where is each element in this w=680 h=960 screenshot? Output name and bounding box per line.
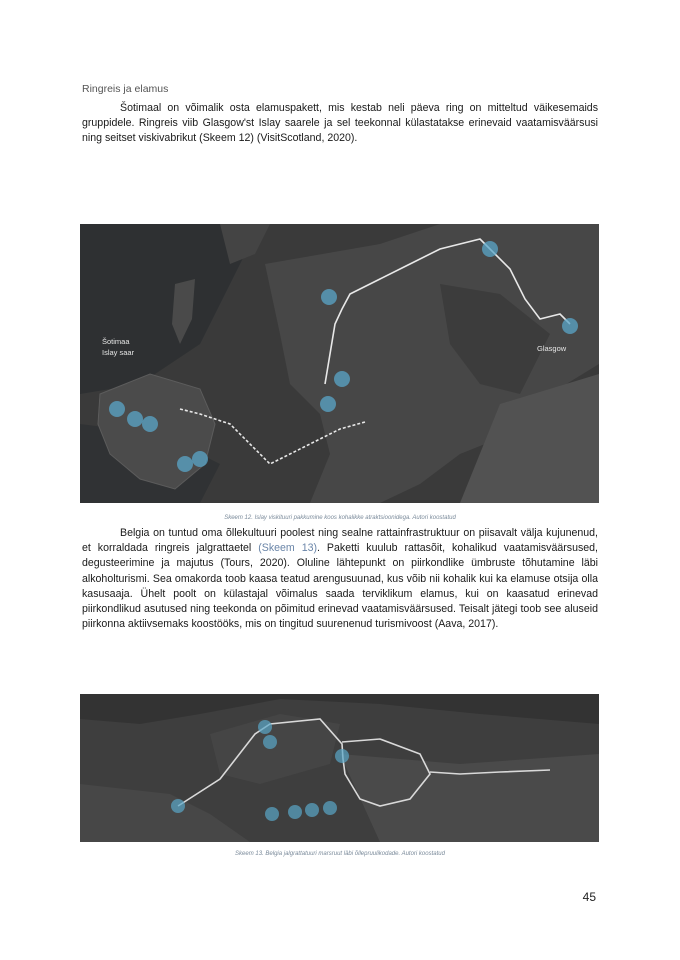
paragraph-belgium-text-b: . Paketti kuulub rattasõit, kohalikud vaatamisväärsused, degusteerimine ja majutus (Tours, 2020). Oluline lähtepunkt on piirkondlike ümbruste tõhutamine läbi alkoholturismi. Sea omakorda toob kaasa teatud arengusuunad, kus võib nii kohalik kui ka elamuse otsija olla kasusaaja. Ühelt poolt on külastajal võimalus saada terviklikum elamus, kui on kaasatud erinevad piirkondlikud asutused ning teekonda on põimitud erinevad vaatamisväärsused. Teisalt jätegi toob see aluseid piirkonna aktiivsemaks koostööks, mis on tingitud suurenenud turismivoost (Aava, 2017). (82, 542, 598, 631)
map-marker (109, 401, 125, 417)
figure-caption-12: Skeem 12. Islay viskituuri pakkumine koos kohalikke atraktsioonidega. Autori koostatud (224, 515, 456, 521)
map-marker (258, 720, 272, 734)
map-marker (142, 416, 158, 432)
map-marker (171, 799, 185, 813)
belgium-map-graphic (80, 694, 599, 842)
figure-reference-link[interactable]: (Skeem 13) (258, 542, 318, 555)
map-marker (482, 241, 498, 257)
map-marker (288, 805, 302, 819)
map-marker (335, 749, 349, 763)
map-marker (321, 289, 337, 305)
map-marker (192, 451, 208, 467)
map-marker (562, 318, 578, 334)
map-marker (323, 801, 337, 815)
paragraph-belgium (82, 526, 598, 632)
paragraph-islay: Šotimaal on võimalik osta elamuspakett, mis kestab neli päeva ring on mitteltud väikesemaids gruppidele. Ringreis viib Glasgow'st Islay saarele ja sel teekonnal külastatakse erinevaid vaatamisväärsusi ning seitset viskivabrikut (Skeem 12) (VisitScotland, 2020). (82, 102, 598, 145)
map-label-glasgow: Glasgow (537, 344, 567, 353)
belgium-route-map (80, 694, 599, 842)
map-marker (305, 803, 319, 817)
map-marker (334, 371, 350, 387)
islay-route-map (80, 224, 599, 503)
page-number: 45 (582, 890, 596, 904)
islay-map-graphic (80, 224, 599, 503)
map-marker (263, 735, 277, 749)
figure-caption-13: Skeem 13. Belgia jalgrattatuuri marsruut läbi õllepruulikodade. Autori koostatud (235, 851, 445, 857)
map-marker (127, 411, 143, 427)
map-marker (177, 456, 193, 472)
map-marker (265, 807, 279, 821)
map-label-islay: Islay saar (102, 348, 135, 357)
paragraph-belgium-text-a: Belgia on tuntud oma õllekultuuri poolest ning sealne rattainfrastruktuur on piisavalt välja kujunenud, et korraldada ringreis jalgrattaetel (82, 527, 598, 555)
map-marker (320, 396, 336, 412)
section-heading: Ringreis ja elamus (82, 83, 169, 95)
map-label-scotland: Šotimaa (102, 337, 130, 346)
